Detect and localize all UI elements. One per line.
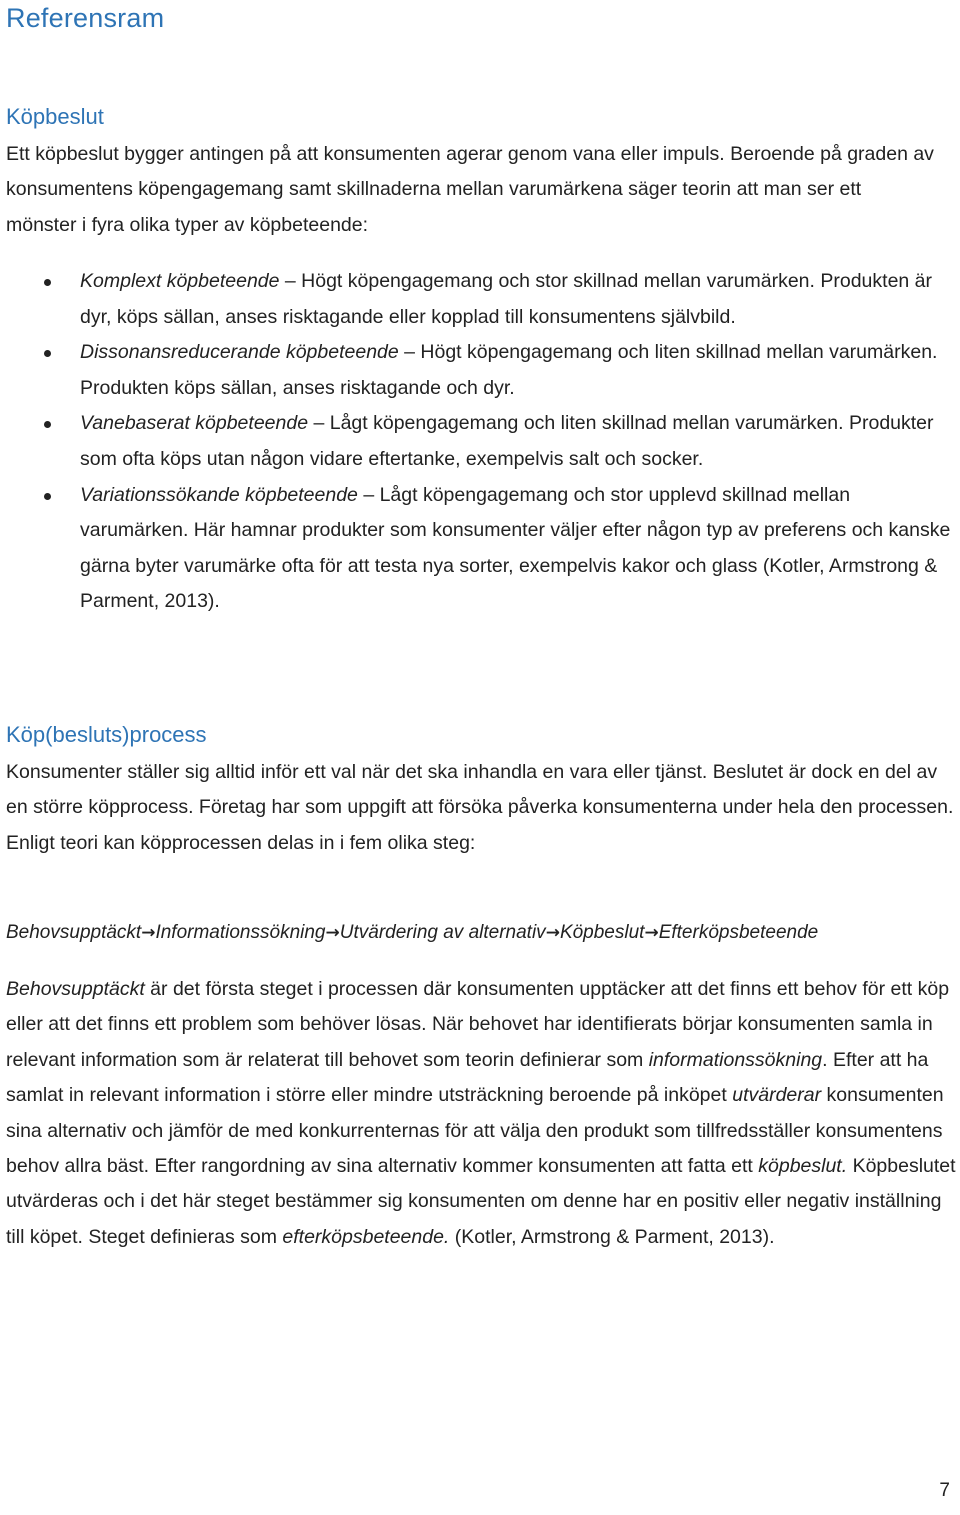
list-item bbox=[0, 478, 958, 620]
bullet-icon bbox=[44, 493, 51, 500]
term-description: – Lågt köpengagemang och stor upplevd skillnad mellan varumärken. Här hamnar produkter som konsumenter väljer efter någon typ av preferens och kanske gärna byter varumärke ofta för att testa nya sorter, exempelvis kakor och glass (Kotler, Armstrong & Parment, 2013). bbox=[80, 483, 951, 613]
behavior-type-list bbox=[0, 264, 960, 620]
arrow-right-icon: → bbox=[325, 923, 340, 943]
arrow-right-icon: → bbox=[545, 923, 560, 943]
flow-step: Behovsupptäckt bbox=[6, 922, 142, 943]
bullet-icon bbox=[44, 421, 51, 428]
body-text: . Efter att ha samlat in relevant information i större eller mindre utsträckning beroende på inköpet bbox=[6, 1048, 929, 1107]
flow-step: Efterköpsbeteende bbox=[658, 922, 819, 943]
term-description: – Högt köpengagemang och liten skillnad mellan varumärken. Produkten köps sällan, anses risktagande och dyr. bbox=[80, 341, 938, 399]
body-text: Köpbeslutet utvärderas och i det här steget bestämmer sig konsumenten om denne har en positiv eller negativ inställning till köpet. Steget definieras som bbox=[6, 1155, 956, 1248]
flow-step: Köpbeslut bbox=[559, 922, 645, 943]
flow-step: Informationssökning bbox=[155, 922, 326, 943]
list-item bbox=[0, 406, 958, 477]
flow-step: Utvärdering av alternativ bbox=[339, 922, 546, 943]
intro-paragraph: Ett köpbeslut bygger antingen på att konsumenten agerar genom vana eller impuls. Beroende på graden av konsumentens köpengagemang samt skillnaderna mellan varumärkena säger teorin att man ser ett mönster i fyra olika typer av köpbeteende: bbox=[6, 143, 934, 236]
term-kopbeslut: köpbeslut. bbox=[758, 1155, 848, 1178]
term-utvarderar: utvärderar bbox=[732, 1084, 822, 1107]
term-behovsupptackt: Behovsupptäckt bbox=[6, 978, 145, 1000]
process-intro-paragraph: Konsumenter ställer sig alltid inför ett val när det ska inhandla en vara eller tjänst. Beslutet är dock en del av en större köpprocess. Företag har som uppgift att försöka påverka konsumenterna under hela den processen. Enligt teori kan köpprocessen delas in i fem olika steg: bbox=[6, 761, 954, 854]
arrow-right-icon: → bbox=[644, 923, 659, 943]
list-item bbox=[0, 335, 958, 406]
term-label: Variationssökande köpbeteende bbox=[80, 483, 358, 506]
term-informationssokning: informationssökning bbox=[648, 1048, 823, 1071]
body-text: (Kotler, Armstrong & Parment, 2013). bbox=[449, 1225, 775, 1248]
term-label: Dissonansreducerande köpbeteende bbox=[80, 341, 399, 364]
term-description: – Lågt köpengagemang och liten skillnad mellan varumärken. Produkter som ofta köps utan någon vidare eftertanke, exempelvis salt och socker. bbox=[80, 412, 934, 470]
page-number: 7 bbox=[939, 1480, 950, 1501]
bullet-icon bbox=[44, 350, 51, 357]
section-heading-kopprocess: Köp(besluts)process bbox=[6, 722, 207, 747]
term-label: Vanebaserat köpbeteende bbox=[80, 412, 309, 435]
body-text: är det första steget i processen där konsumenten upptäcker att det finns ett behov för ett köp eller att det finns ett problem som behöver lösas. När behovet har identifierats börjar konsumenten samla in relevant information som är relaterat till behovet som teorin definierar som bbox=[6, 978, 950, 1071]
arrow-right-icon: → bbox=[141, 923, 156, 943]
term-label: Komplext köpbeteende bbox=[80, 270, 280, 292]
list-item bbox=[0, 264, 958, 335]
term-efterkopsbeteende: efterköpsbeteende. bbox=[282, 1225, 450, 1248]
page-title: Referensram bbox=[6, 3, 165, 33]
body-text: konsumenten sina alternativ och jämför de med konkurrenternas för att välja den produkt som tillfredsställer konsumentens behov allra bäst. Efter rangordning av sina alternativ kommer konsumenten att fatta ett bbox=[6, 1084, 944, 1178]
process-flow bbox=[6, 918, 818, 948]
bullet-icon bbox=[44, 279, 51, 286]
term-description: – Högt köpengagemang och stor skillnad mellan varumärken. Produkten är dyr, köps sällan, anses risktagande eller kopplad till konsumentens självbild. bbox=[80, 270, 933, 328]
section-heading-kopbeslut: Köpbeslut bbox=[6, 104, 104, 129]
process-body-paragraph bbox=[6, 972, 956, 1255]
